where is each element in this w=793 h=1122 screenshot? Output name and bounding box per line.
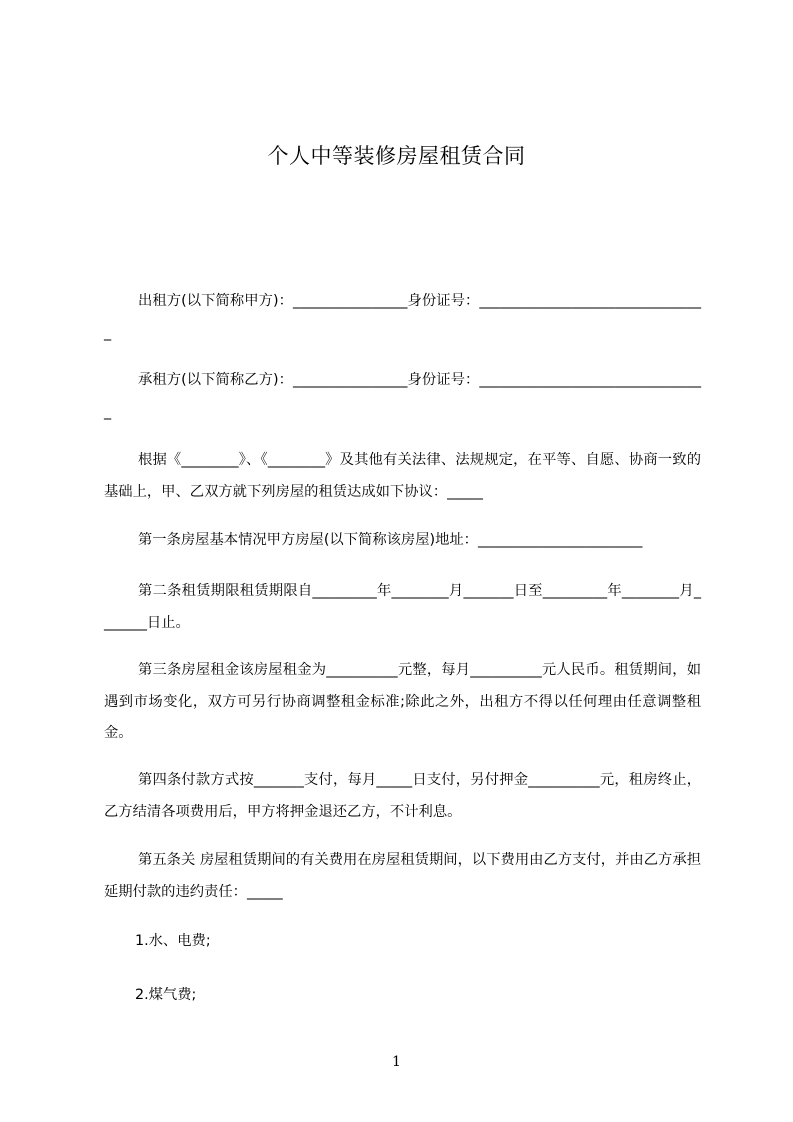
- article-1-paragraph: 第一条房屋基本情况甲方房屋(以下简称该房屋)地址：_______________________: [138, 532, 643, 548]
- lessee-paragraph: 承租方(以下简称乙方)：________________身份证号：________________________________: [104, 372, 701, 420]
- article-5-paragraph: 第五条关 房屋租赁期间的有关费用在房屋租赁期间，以下费用由乙方支付，并由乙方承担延期付款的违约责任：_____: [104, 852, 701, 900]
- lessor-paragraph: 出租方(以下简称甲方)：________________身份证号：________________________________: [104, 293, 701, 341]
- article-3-paragraph: 第三条房屋租金该房屋租金为__________元整，每月__________元人民币。租赁期间，如遇到市场变化，双方可另行协商调整租金标准;除此之外，出租方不得以任何理由任意调整租金。: [104, 662, 701, 741]
- list-item: 2.煤气费;: [135, 987, 197, 1003]
- document-title: 个人中等装修房屋租赁合同: [267, 144, 526, 168]
- article-2-paragraph: 第二条租赁期限租赁期限自_________年________月_______日至_________年________月_______日止。: [104, 583, 701, 631]
- list-item: 1.水、电费;: [135, 933, 211, 949]
- basis-paragraph: 根据《________》、《________》及其他有关法律、法规规定，在平等、自愿、协商一致的基础上，甲、乙双方就下列房屋的租赁达成如下协议：_____: [104, 452, 701, 500]
- article-4-paragraph: 第四条付款方式按_______支付，每月_____日支付，另付押金__________元，租房终止，乙方结清各项费用后，甲方将押金退还乙方，不计利息。: [104, 772, 701, 820]
- page-number: 1: [392, 1054, 401, 1070]
